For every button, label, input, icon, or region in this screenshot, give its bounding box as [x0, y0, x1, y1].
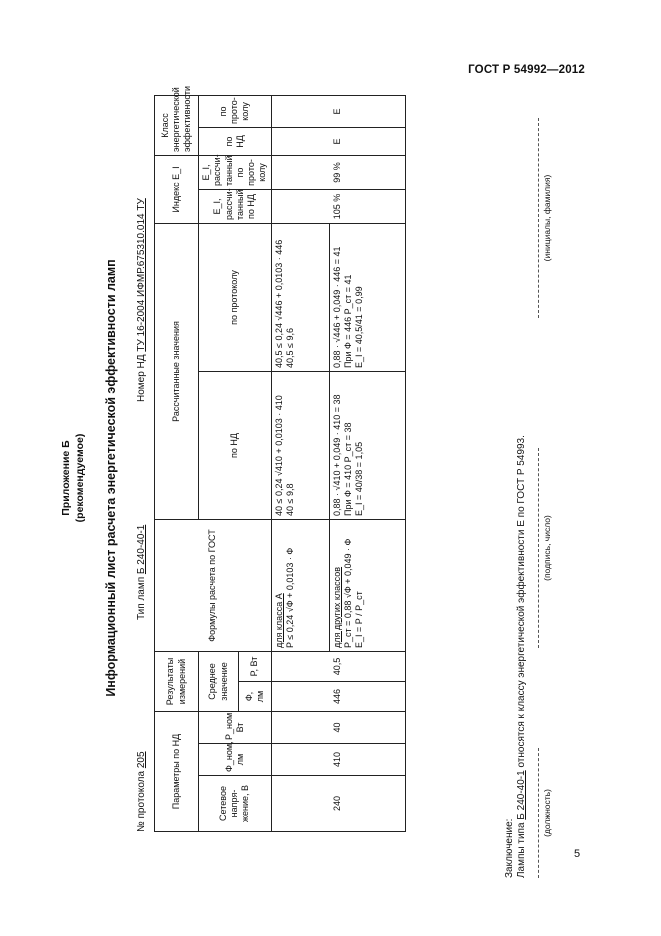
header-flux-lm: Ф, лм	[239, 682, 271, 712]
header-params-nd: Параметры по НД	[155, 712, 199, 832]
protocol-value: 205	[136, 751, 147, 769]
header-index-nd: E_I, рассчи-танный по НД	[199, 189, 272, 223]
cell-formula-other: для других классов P_ст = 0,88 √Ф + 0,049 · Ф E_I = P / P_ст	[329, 519, 405, 651]
cell-protocol-other: 0,88 · √446 + 0,049 · 446 = 41 При Ф = 446 P_ст = 41 E_I = 40,5/41 = 0,99	[329, 223, 405, 371]
cell-class-nd: E	[271, 127, 405, 155]
header-power-w: P, Вт	[239, 651, 271, 681]
conclusion-lamp-type: Б 240-40-1	[516, 770, 527, 820]
cell-nd-other: 0,88 · √410 + 0,049 · 410 = 38 При Ф = 410 P_ст = 38 E_I = 40/38 = 1,05	[329, 371, 405, 519]
signature-line-name	[538, 118, 539, 318]
cell-flux-nom: 410	[271, 744, 405, 776]
lamp-type: Тип ламп Б 240-40-1	[136, 524, 147, 620]
label-other-classes: для других классов	[331, 566, 342, 648]
signature-caption-position: (должность)	[542, 789, 552, 837]
cell-nd-class-a: 40 ≤ 0,24 √410 + 0,0103 · 410 40 ≤ 9,8	[271, 371, 329, 519]
header-class-nd: по НД	[199, 127, 272, 155]
cell-class-protocol: E	[271, 95, 405, 127]
annex-rotated-page	[52, 78, 607, 878]
page-number: 5	[574, 848, 581, 860]
cell-flux-lm: 446	[271, 682, 405, 712]
cell-protocol-class-a: 40,5 ≤ 0,24 √446 + 0,0103 · 446 40,5 ≤ 9,6	[271, 223, 329, 371]
energy-efficiency-table	[154, 85, 406, 832]
signature-line-position	[538, 748, 539, 878]
formula-class-a: P ≤ 0,24 √Ф + 0,0103 · Ф	[284, 547, 295, 648]
protocol-number: № протокола 205	[136, 751, 147, 832]
annex-title: Информационный лист расчета энергетической эффективности ламп	[104, 259, 118, 697]
header-formulas: Формулы расчета по ГОСТ	[155, 519, 272, 651]
lamp-type-value: Б 240-40-1	[136, 524, 147, 575]
header-flux-nom: Ф_ном, лм	[199, 744, 272, 776]
annex-type: (рекомендуемое)	[74, 433, 86, 523]
cell-voltage: 240	[271, 776, 405, 832]
conclusion-title: Заключение:	[504, 818, 515, 878]
signature-line-signature	[538, 448, 539, 648]
header-class-protocol: по прото-колу	[199, 95, 272, 127]
nd-number-value: ТУ 16-2004 ИФМР.675310.014 ТУ	[136, 198, 147, 352]
header-index-protocol: E_I, рассчи-танный по прото-колу	[199, 155, 272, 189]
header-results: Результаты измерений	[155, 651, 199, 711]
header-by-protocol: по протоколу	[199, 223, 272, 371]
standard-header: ГОСТ Р 54992—2012	[468, 64, 585, 76]
conclusion-text: Лампы типа Б 240-40-1 относятся к классу энергетической эффективности E по ГОСТ Р 54993.	[516, 435, 527, 878]
header-index: Индекс E_I	[155, 155, 199, 223]
header-by-nd: по НД	[199, 371, 272, 519]
header-power-nom: P_ном, Вт	[199, 712, 272, 744]
header-class: Класс энергетической эффективности	[155, 95, 199, 155]
cell-index-nd: 105 %	[271, 189, 405, 223]
annex-label: Приложение Б	[60, 440, 72, 516]
label-class-a: для класса А	[273, 593, 284, 648]
cell-formula-class-a	[271, 519, 329, 651]
nd-number: Номер НД ТУ 16-2004 ИФМР.675310.014 ТУ	[136, 198, 147, 402]
signature-caption-signature: (подпись, число)	[542, 515, 552, 581]
cell-index-protocol: 99 %	[271, 155, 405, 189]
signature-caption-name: (инициалы, фамилия)	[542, 174, 552, 262]
header-avg: Среднее значение	[199, 651, 239, 711]
header-calculated: Рассчитанные значения	[155, 223, 199, 519]
cell-power-w: 40,5	[271, 651, 405, 681]
header-voltage: Сетевое напря-жение, В	[199, 776, 272, 832]
cell-power-nom: 40	[271, 712, 405, 744]
